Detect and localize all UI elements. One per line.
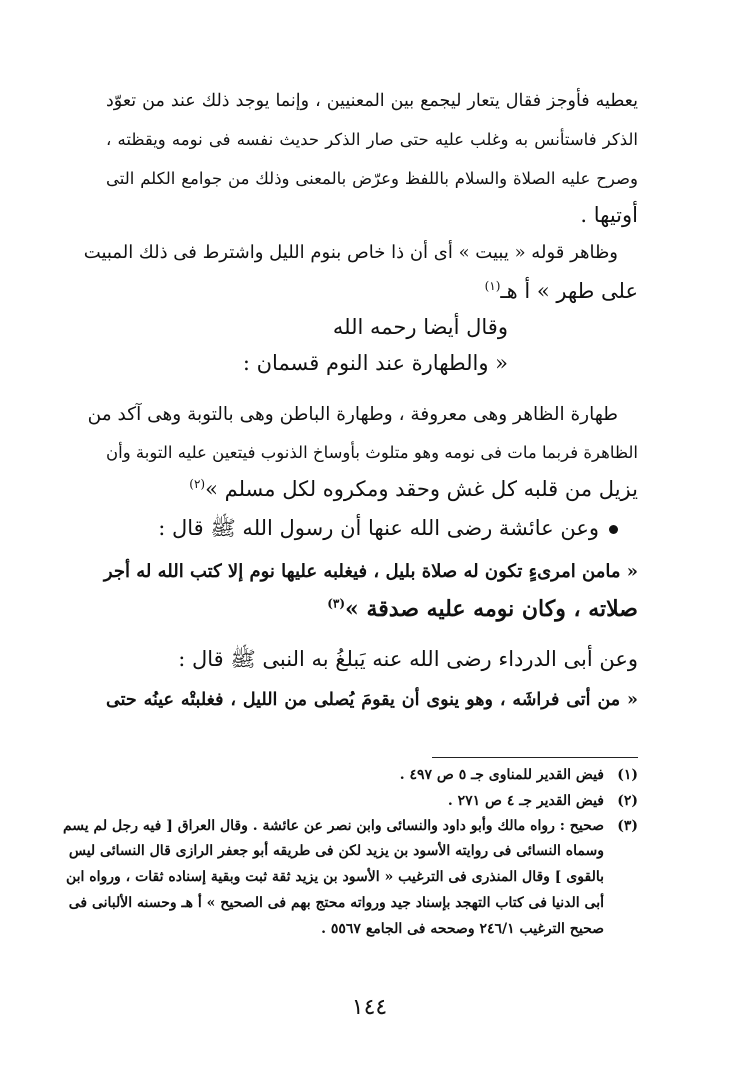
body-line: أوتيها . bbox=[580, 203, 638, 227]
body-line: الظاهرة فربما مات فى نومه وهو متلوث بأوساخ الذنوب فيتعين عليه التوبة وأن bbox=[106, 443, 638, 462]
bullet-icon bbox=[609, 525, 618, 534]
footnote-text: فيض القدير جـ ٤ ص ٢٧١ . bbox=[447, 793, 604, 809]
body-line: طهارة الظاهر وهى معروفة ، وطهارة الباطن وهى بالتوبة وهى آكد من bbox=[87, 404, 618, 425]
footnote-separator bbox=[432, 757, 638, 758]
footnote-ref: (٢) bbox=[189, 477, 206, 491]
hadith-line: « مامن امرىءٍ تكون له صلاة بليل ، فيغلبه عليها نوم إلا كتب الله له أجر bbox=[103, 561, 638, 582]
body-line bbox=[485, 276, 638, 306]
footnote-number: (٢) bbox=[617, 793, 638, 809]
body-text: يزيل من قلبه كل غش وحقد ومكروه لكل مسلم » bbox=[205, 477, 638, 501]
footnote-ref: (١) bbox=[484, 279, 501, 293]
body-line: وقال أيضا رحمه الله bbox=[332, 315, 508, 339]
footnote-line: وسماه النسائى فى روايته الأسود بن يزيد لكن فى طريقه أبو جعفر الرازى قال النسائى ليس bbox=[68, 843, 604, 859]
body-text: على طهر » أ هـ bbox=[500, 279, 638, 303]
footnote-line: صحيح الترغيب ٢٤٦/١ وصححه فى الجامع ٥٥٦٧ . bbox=[321, 921, 604, 937]
hadith-text: صلاته ، وكان نومه عليه صدقة » bbox=[345, 596, 638, 622]
footnote-text: صحيح : رواه مالك وأبو داود والنسائى وابن نصر عن عائشة . وقال العراق [ فيه رجل لم يسم bbox=[62, 818, 604, 834]
body-line bbox=[158, 513, 618, 543]
body-line: وصرح عليه الصلاة والسلام باللفظ وعرّض بالمعنى وذلك من جوامع الكلم التى bbox=[106, 169, 638, 188]
hadith-line: « من أتى فراشَه ، وهو ينوى أن يقومَ يُصلى من الليل ، فغلبتْه عينُه حتى bbox=[106, 690, 638, 710]
footnote-number: (٣) bbox=[617, 818, 638, 834]
body-line: يعطيه فأوجز فقال يتعار ليجمع بين المعنيين ، وإنما يوجد ذلك عند من تعوّد bbox=[106, 91, 638, 111]
body-line: وعن أبى الدرداء رضى الله عنه يَبلغُ به النبى ﷺ قال : bbox=[178, 647, 638, 671]
body-line: الذكر فاستأنس به وغلب عليه حتى صار الذكر حديث نفسه فى نومه ويقظته ، bbox=[106, 130, 638, 149]
footnote-ref: (٣) bbox=[327, 596, 346, 611]
footnote-number: (١) bbox=[617, 767, 638, 783]
footnote-text: فيض القدير للمناوى جـ ٥ ص ٤٩٧ . bbox=[399, 767, 604, 783]
hadith-line bbox=[327, 594, 638, 624]
body-line: « والطهارة عند النوم قسمان : bbox=[242, 351, 508, 375]
footnote-line: أبى الدنيا فى كتاب التهجد بإسناد جيد ورواته محتج بهم فى الصحيح » أ هـ وحسنه الألبانى فى bbox=[68, 895, 604, 911]
footnote bbox=[448, 790, 638, 812]
footnote bbox=[400, 764, 638, 786]
body-line bbox=[189, 474, 638, 504]
body-line: وظاهر قوله « يبيت » أى أن ذا خاص بنوم الليل واشترط فى ذلك المبيت bbox=[83, 242, 618, 263]
footnote-line: بالقوى ] وقال المنذرى فى الترغيب « الأسود بن يزيد ثقة ثبت وبقية إسناده ثقات ، ورواه ابن bbox=[65, 869, 604, 885]
page-number: ١٤٤ bbox=[351, 995, 388, 1020]
body-text: وعن عائشة رضى الله عنها أن رسول الله ﷺ قال : bbox=[158, 516, 599, 540]
footnote bbox=[63, 815, 638, 837]
